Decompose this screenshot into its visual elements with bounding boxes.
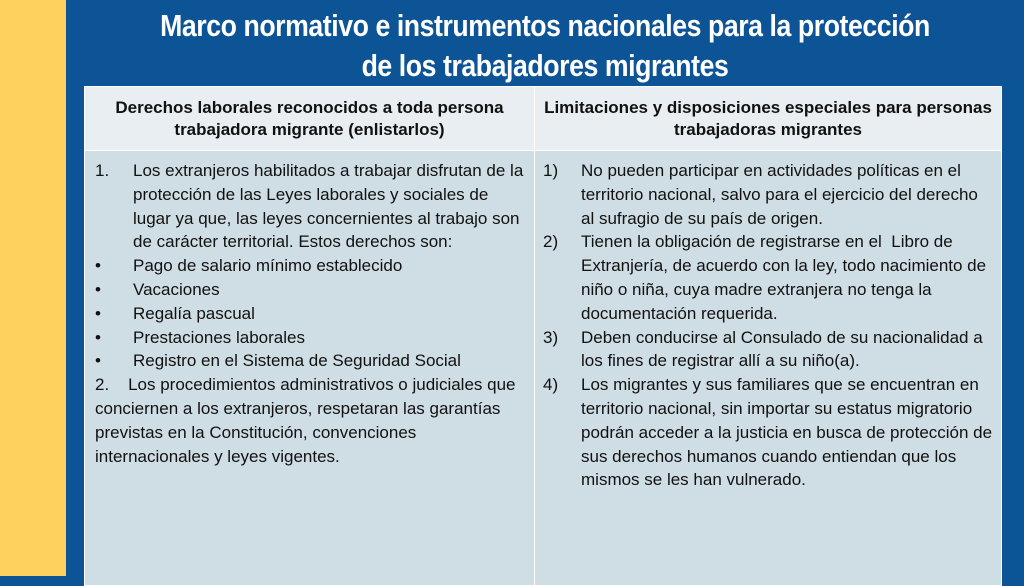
header-limitations [535, 87, 1001, 151]
header-rights [85, 87, 535, 151]
limitations-item-2 [543, 230, 995, 325]
limitations-item-4 [543, 373, 995, 492]
rights-bullet-text: Registro en el Sistema de Seguridad Social [133, 351, 461, 371]
rights-bullet [95, 254, 525, 278]
rights-item-1 [95, 159, 525, 254]
limitations-item-2-text: Tienen la obligación de registrarse en el Libro de Extranjería, de acuerdo con la ley, todo nacimiento de niño o niña, cuya madre extranjera no tenga la documentación requerida. [581, 232, 991, 323]
limitations-item-1-marker: 1) [543, 161, 559, 180]
slide-title-line-2: de los trabajadores migrantes [361, 48, 729, 83]
left-accent-strip [0, 0, 66, 576]
bullet-icon: • [95, 303, 101, 323]
slide-title-line-1: Marco normativo e instrumentos nacionales para la protección [160, 8, 930, 43]
limitations-item-2-marker: 2) [543, 232, 559, 252]
rights-item-1-marker: 1. [95, 161, 110, 180]
limitations-column [543, 159, 995, 492]
rights-item-2: 2. Los procedimientos administrativos o judiciales que conciernen a los extranjeros, respetaran las garantías previstas en la Constitución, convenciones internacionales y leyes vigentes. [95, 375, 521, 466]
limitations-item-3 [543, 326, 995, 374]
rights-bullet [95, 278, 525, 302]
rights-bullet [95, 302, 525, 326]
bullet-icon: • [95, 279, 101, 299]
column-divider [534, 151, 535, 585]
rights-bullet-text: Vacaciones [133, 279, 220, 299]
rights-bullet [95, 326, 525, 350]
rights-item-1-text: Los extranjeros habilitados a trabajar disfrutan de la protección de las Leyes laborales y sociales de lugar ya que, las leyes concernientes al trabajo son de carácter territorial. Estos derechos son: [133, 161, 524, 252]
limitations-item-1 [543, 159, 995, 230]
rights-bullet [95, 349, 525, 373]
header-limitations-label: Limitaciones y disposiciones especiales para personas trabajadoras migrantes [544, 97, 992, 139]
limitations-item-4-marker: 4) [543, 375, 559, 395]
bullet-icon: • [95, 351, 101, 371]
rights-bullet-text: Pago de salario mínimo establecido [133, 256, 403, 276]
limitations-item-1-text: No pueden participar en actividades políticas en el territorio nacional, salvo para el ejercicio del derecho al sufragio de su país de origen. [581, 161, 978, 228]
rights-column [95, 159, 525, 468]
slide-title [133, 6, 957, 86]
limitations-item-3-text: Deben conducirse al Consulado de su nacionalidad a los fines de registrar allí a su niño(a). [581, 327, 983, 371]
limitations-item-3-marker: 3) [543, 327, 559, 347]
bullet-icon: • [95, 256, 101, 276]
bullet-icon: • [95, 327, 101, 347]
rights-bullet-text: Regalía pascual [133, 303, 255, 323]
limitations-item-4-text: Los migrantes y sus familiares que se encuentran en territorio nacional, sin importar su estatus migratorio podrán acceder a la justicia en busca de protección de sus derechos humanos cuando entiendan que los mismos se les han vulnerado. [581, 375, 993, 490]
rights-table [84, 86, 1002, 586]
header-rights-label: Derechos laborales reconocidos a toda persona trabajadora migrante (enlistarlos) [115, 97, 504, 139]
rights-bullet-text: Prestaciones laborales [133, 327, 305, 347]
